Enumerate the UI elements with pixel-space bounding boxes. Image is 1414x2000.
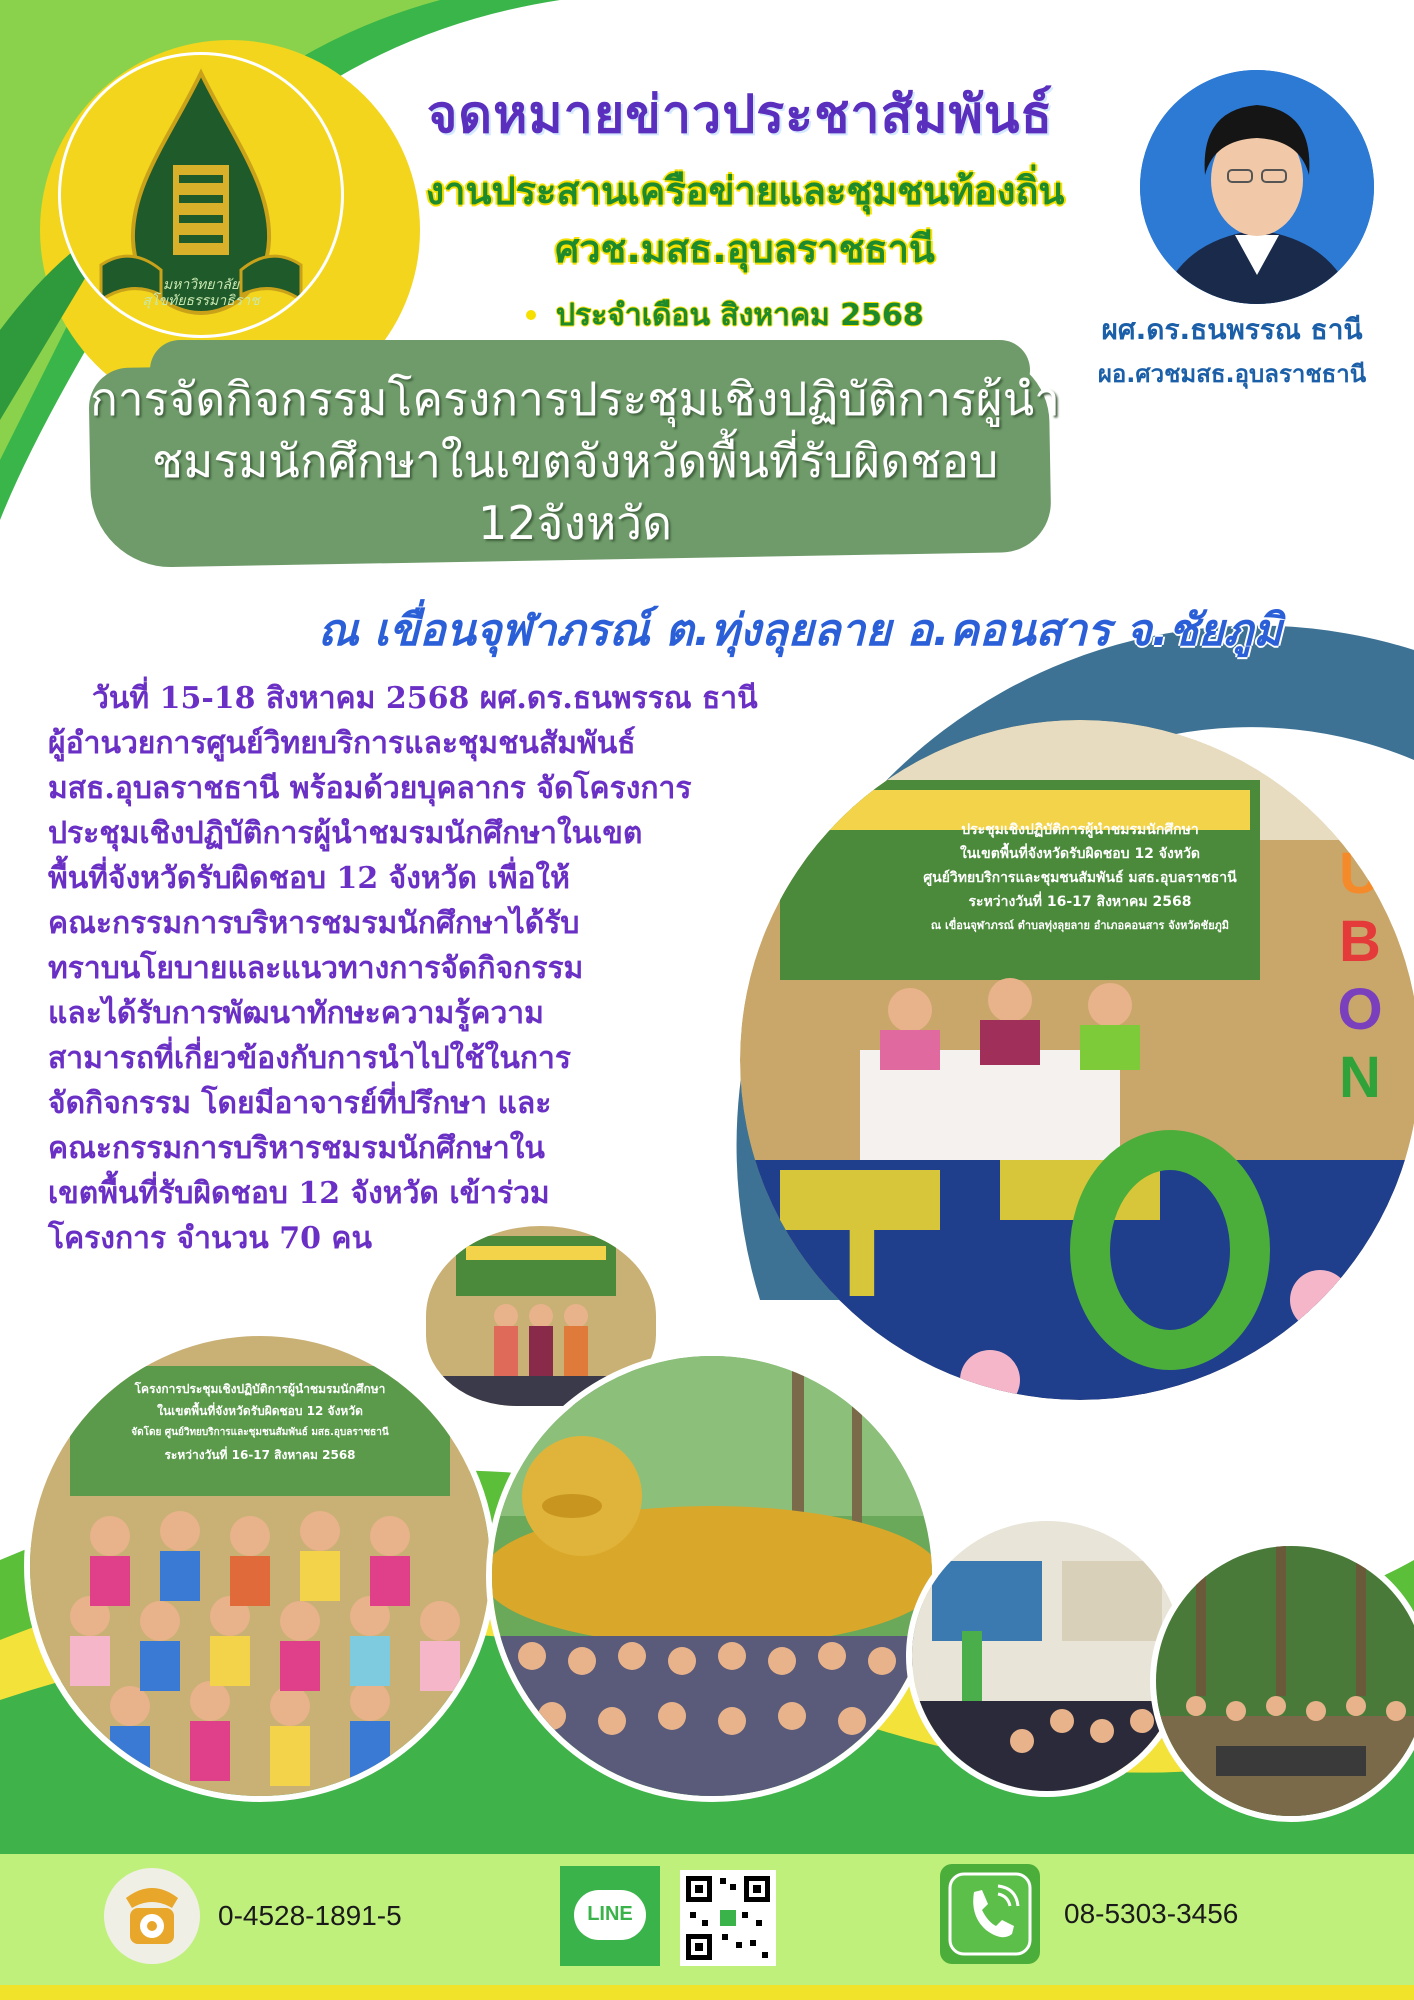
university-logo [58,52,344,338]
ubon-letter-n: N [1339,1045,1381,1110]
line-app-icon[interactable] [560,1866,660,1966]
person-portrait-icon [1140,70,1374,304]
classroom-scene-photo [912,1521,1182,1791]
line-label: LINE [587,1903,633,1925]
group-banner-line2: ในเขตพื้นที่จังหวัดรับผิดชอบ 12 จังหวัด [157,1404,363,1418]
main-banner-line5: ณ เขื่อนจุฬาภรณ์ ตำบลทุ่งลุยลาย อำเภอคอนสาร จังหวัดชัยภูมิ [930,919,1230,932]
body-line: ทราบนโยบายและแนวทางการจัดกิจกรรม [48,951,584,986]
ubon-letter-u: U [1339,841,1381,906]
forest-group-photo [1150,1540,1414,1822]
director-position: ผอ.ศวชมสธ.อุบลราชธานี [1097,360,1367,388]
classroom-photo [906,1515,1188,1797]
qr-code-icon[interactable] [680,1870,776,1966]
reclining-buddha-photo [486,1350,938,1802]
body-line: มสธ.อุบลราชธานี พร้อมด้วยบุคลากร จัดโครงการ [48,771,692,806]
newsletter-subtitle-2: ศวช.มสธ.อุบลราชธานี [555,227,935,271]
main-banner-line2: ในเขตพื้นที่จังหวัดรับผิดชอบ 12 จังหวัด [959,846,1201,862]
group-banner-line3: จัดโดย ศูนย์วิทยบริการและชุมชนสัมพันธ์ มสธ.อุบลราชธานี [131,1427,389,1438]
body-line: ประชุมเชิงปฏิบัติการผู้นำชมรมนักศึกษาในเขต [48,816,643,851]
main-banner-line1: ประชุมเชิงปฏิบัติการผู้นำชมรมนักศึกษา [961,822,1199,838]
director-name: ผศ.ดร.ธนพรรณ ธานี [1101,313,1363,346]
logo-text-line1: มหาวิทยาลัย [162,277,240,293]
headline-line3: 12จังหวัด [478,496,672,550]
body-line: และได้รับการพัฒนาทักษะความรู้ความ [48,996,544,1031]
director-portrait [1136,66,1378,308]
group-banner-line1: โครงการประชุมเชิงปฏิบัติการผู้นำชมรมนักศึกษา [134,1382,386,1396]
body-line: สามารถที่เกี่ยวข้องกับการนำไปใช้ในการ [48,1041,571,1076]
bullet-dot-icon [526,310,536,320]
body-line: วันที่ 15-18 สิงหาคม 2568 ผศ.ดร.ธนพรรณ ธานี [92,681,758,716]
headline-line2: ชมรมนักศึกษาในเขตจังหวัดพื้นที่รับผิดชอบ [151,434,999,488]
mobile-phone-number: 08-5303-3456 [1064,1898,1239,1929]
body-line: โครงการ จำนวน 70 คน [48,1221,373,1256]
main-banner-line3: ศูนย์วิทยบริการและชุมชนสัมพันธ์ มสธ.อุบลราชธานี [923,870,1237,886]
buddha-group-photo [492,1356,932,1796]
newsletter-month: ประจำเดือน สิงหาคม 2568 [556,298,924,333]
headline [90,368,1060,554]
newsletter-title: จดหมายข่าวประชาสัมพันธ์ [426,85,1054,145]
headline-line1: การจัดกิจกรรมโครงการประชุมเชิงปฏิบัติการผู้นำ [90,372,1060,426]
mobile-phone-icon [940,1864,1040,1964]
logo-text-line2: สุโขทัยธรรมาธิราช [142,293,260,309]
body-line: จัดกิจกรรม โดยมีอาจารย์ที่ปรึกษา และ [48,1086,552,1121]
footer-stripe [0,1985,1414,2000]
group-photo-left [24,1330,496,1802]
newsletter-subtitle-1: งานประสานเครือข่ายและชุมชนท้องถิ่น [425,169,1065,213]
big-letter-t: T [810,1143,914,1333]
group-banner-line4: ระหว่างวันที่ 16-17 สิงหาคม 2568 [164,1448,356,1462]
outdoor-group-photo [1156,1546,1414,1816]
venue: ณ เขื่อนจุฬาภรณ์ ต.ทุ่งลุยลาย อ.คอนสาร จ.ชัยภูมิ [317,605,1283,656]
body-line: ผู้อำนวยการศูนย์วิทยบริการและชุมชนสัมพันธ์ [48,726,636,761]
office-phone-number: 0-4528-1891-5 [218,1900,402,1931]
body-line: คณะกรรมการบริหารชมรมนักศึกษาได้รับ [48,906,580,941]
main-event-photo [740,720,1414,1400]
body-line: คณะกรรมการบริหารชมรมนักศึกษาใน [48,1131,545,1166]
telephone-icon [104,1868,200,1964]
ubon-letter-b: B [1339,909,1381,974]
body-line: เขตพื้นที่รับผิดชอบ 12 จังหวัด เข้าร่วม [48,1176,550,1211]
main-banner-line4: ระหว่างวันที่ 16-17 สิงหาคม 2568 [968,894,1192,910]
body-line: พื้นที่จังหวัดรับผิดชอบ 12 จังหวัด เพื่อให้ [48,861,570,896]
ubon-letter-o: O [1337,977,1383,1042]
